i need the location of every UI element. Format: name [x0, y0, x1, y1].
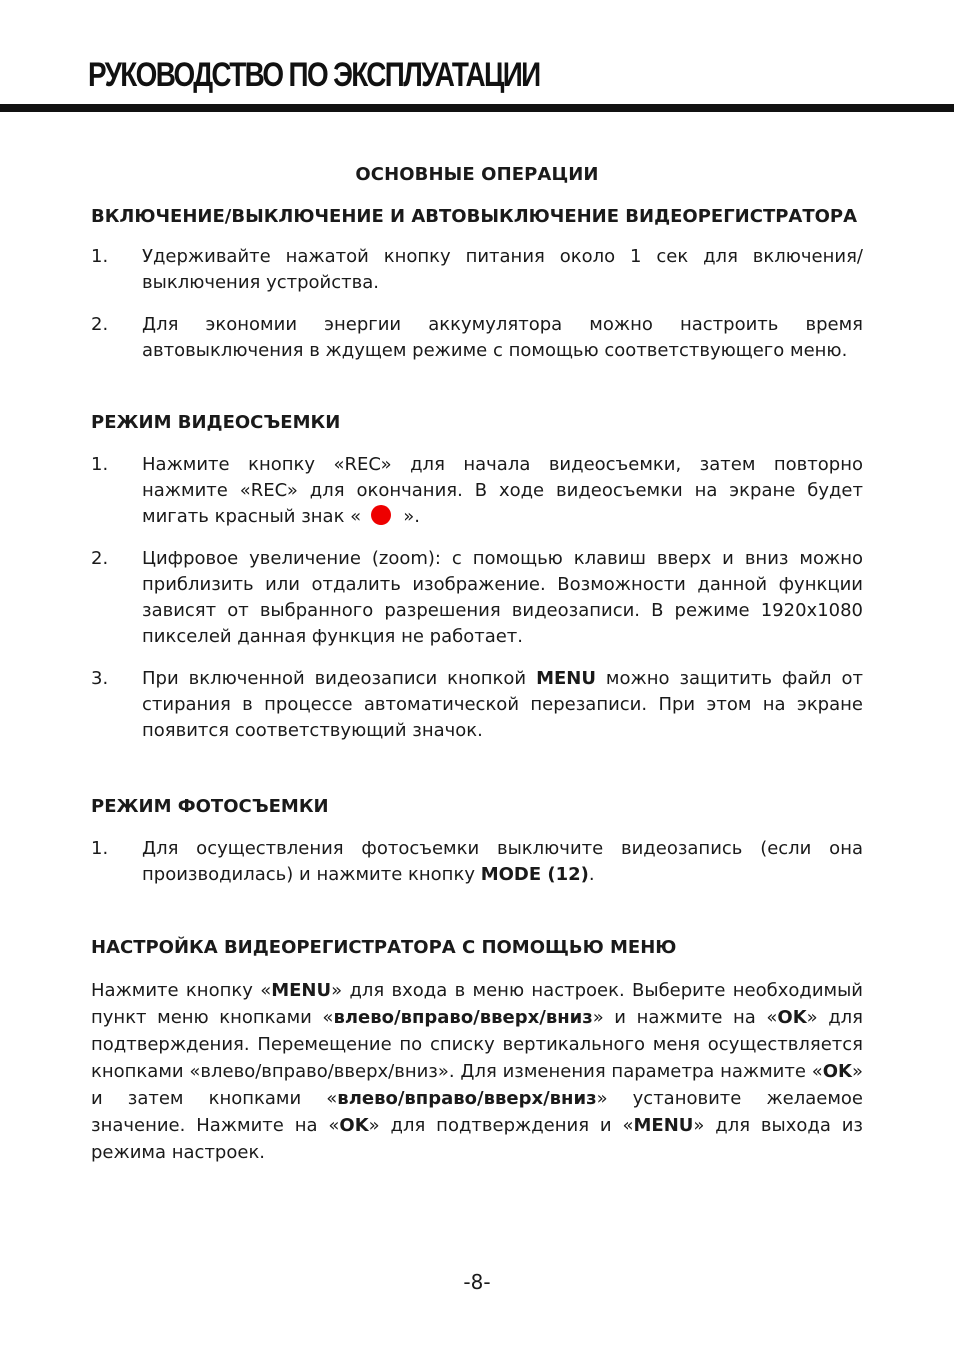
menu-bold: MENU [271, 980, 332, 1001]
list-item [91, 836, 863, 888]
menu-bold: влево/вправо/вверх/вниз [337, 1088, 597, 1109]
doc-title: ОСНОВНЫЕ ОПЕРАЦИИ [355, 164, 599, 185]
menu-text: » для подтверждения и « [368, 1115, 634, 1136]
list-item [91, 546, 863, 650]
header-rule [0, 104, 954, 112]
list-item-bold: MENU [536, 668, 596, 689]
header-title: РУКОВОДСТВО ПО ЭКСПЛУАТАЦИИ [88, 56, 540, 94]
power-list [91, 244, 863, 364]
list-item-text: можно защитить файл от стирания в процессе автоматической перезаписи. При этом на экране появится соответствующий значок. [142, 668, 863, 741]
list-item-number: 1. [91, 454, 109, 475]
rec-indicator-icon [371, 505, 391, 525]
list-item-text: Удерживайте нажатой кнопку питания около 1 сек для включения/выключения устройства. [142, 246, 863, 293]
menu-bold: OK [339, 1115, 369, 1136]
menu-bold: влево/вправо/вверх/вниз [333, 1007, 593, 1028]
list-item-text: . [588, 864, 595, 885]
list-item [91, 666, 863, 744]
menu-paragraph [91, 977, 863, 1166]
menu-text: » и нажмите на « [592, 1007, 778, 1028]
list-item [91, 244, 863, 296]
list-item-bold: MODE (12) [480, 864, 589, 885]
list-item-number: 2. [91, 314, 109, 335]
page-number: -8- [463, 1270, 491, 1294]
list-item-number: 1. [91, 838, 109, 859]
list-item [91, 312, 863, 364]
menu-text: » для выхода из режима настроек. [91, 1115, 864, 1163]
menu-text: » установите желаемое значение. Нажмите на « [91, 1088, 864, 1136]
menu-text: » для подтверждения. Перемещение по списку вертикального меня осуществляется кнопками «влево/вправо/вверх/вниз». Для изменения параметра нажмите « [91, 1007, 864, 1082]
list-item-number: 3. [91, 668, 109, 689]
list-item-text: Нажмите кнопку «REC» для начала видеосъемки, затем повторно нажмите «REC» для окончания. В ходе видеосъемки на экране будет мигать красный знак « [142, 454, 863, 527]
menu-bold: OK [822, 1061, 852, 1082]
menu-bold: OK [777, 1007, 807, 1028]
list-item-text: При включенной видеозаписи кнопкой [142, 668, 537, 689]
list-item-text: Для осуществления фотосъемки выключите видеозапись (если она производилась) и нажмите кнопку [142, 838, 863, 885]
video-list [91, 452, 863, 744]
page-content [91, 162, 863, 1166]
menu-text: » для входа в меню настроек. Выберите необходимый пункт меню кнопками « [91, 980, 863, 1028]
menu-text: » и затем кнопками « [91, 1061, 863, 1109]
list-item-number: 1. [91, 246, 109, 267]
section-title-video: РЕЖИМ ВИДЕОСЪЕМКИ [91, 412, 341, 433]
menu-text: Нажмите кнопку « [91, 980, 272, 1001]
list-item-text-end: ». [403, 506, 420, 527]
list-item-text: Цифровое увеличение (zoom): с помощью клавиш вверх и вниз можно приблизить или отдалить изображение. Возможности данной функции зависят от выбранного разрешения видеозаписи. В режиме 1920x1080 пикселей данная функция не работает. [142, 548, 863, 647]
section-title-power: ВКЛЮЧЕНИЕ/ВЫКЛЮЧЕНИЕ И АВТОВЫКЛЮЧЕНИЕ ВИДЕОРЕГИСТРАТОРА [91, 206, 858, 227]
photo-list [91, 836, 863, 888]
menu-bold: MENU [633, 1115, 694, 1136]
list-item-text: Для экономии энергии аккумулятора можно настроить время автовыключения в ждущем режиме с помощью соответствующего меню. [142, 314, 863, 361]
section-title-menu: НАСТРОЙКА ВИДЕОРЕГИСТРАТОРА С ПОМОЩЬЮ МЕНЮ [91, 937, 677, 958]
list-item-number: 2. [91, 548, 109, 569]
section-title-photo: РЕЖИМ ФОТОСЪЕМКИ [91, 796, 329, 817]
list-item [91, 452, 863, 530]
